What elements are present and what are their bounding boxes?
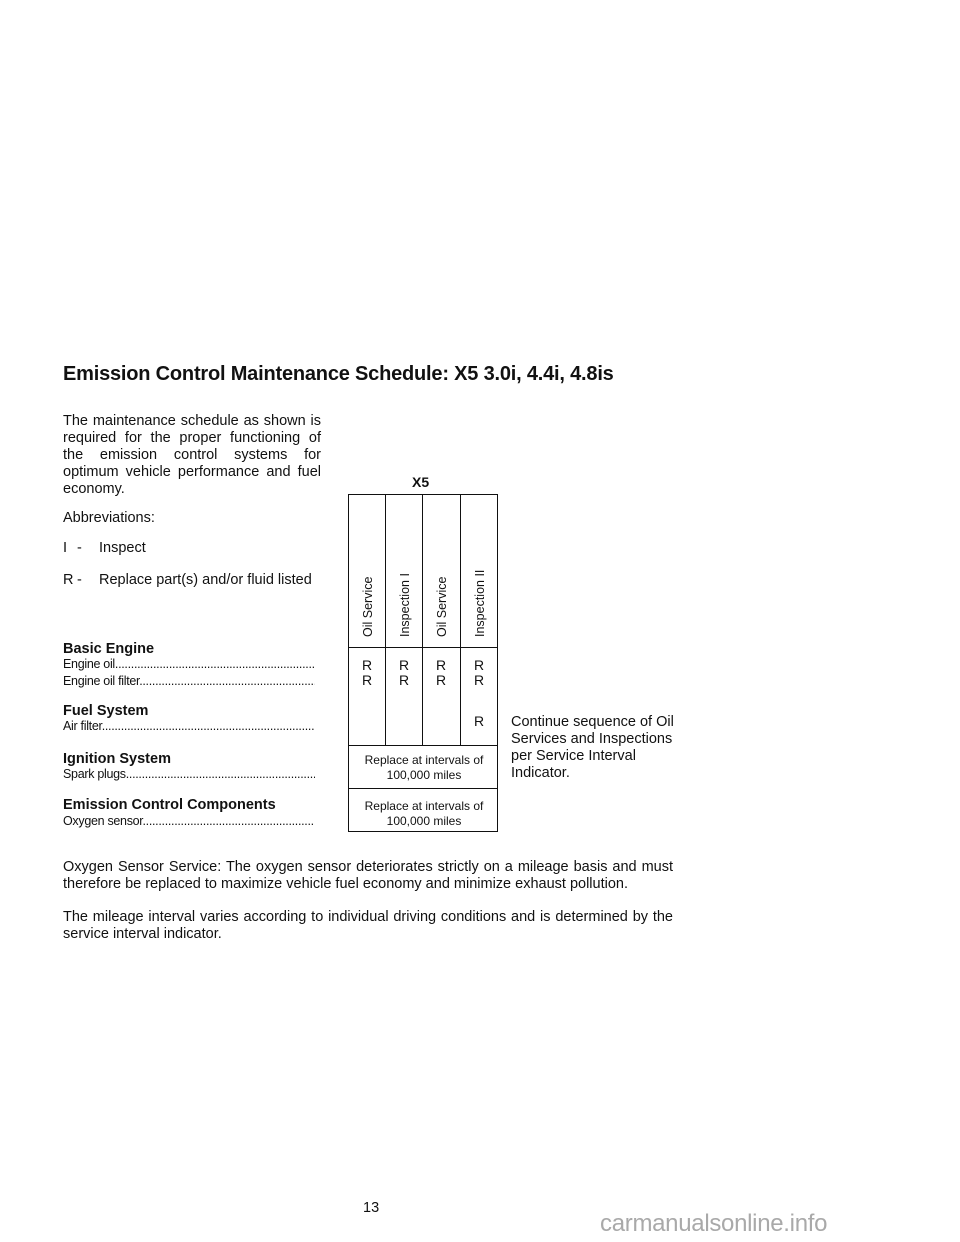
row-divider	[348, 788, 498, 789]
column-divider	[422, 494, 423, 745]
item-engine-oil-filter: Engine oil filter .....	[63, 674, 315, 688]
abbreviation-replace: R - Replace part(s) and/or fluid listed	[63, 572, 312, 588]
row-divider	[348, 745, 498, 746]
cell-oil-filter-col2: R	[398, 672, 410, 688]
section-ignition-system: Ignition System	[63, 751, 171, 767]
column-divider	[460, 494, 461, 745]
section-emission-control: Emission Control Components	[63, 797, 276, 813]
abbreviations-heading: Abbreviations:	[63, 510, 155, 526]
mileage-interval-paragraph: The mileage interval varies according to individual driving conditions and is determined by the service interval indicator.	[63, 909, 673, 942]
oxygen-sensor-interval-note: Replace at intervals of 100,000 miles	[364, 799, 484, 828]
item-oxygen-sensor: Oxygen sensor .....	[63, 814, 315, 828]
column-header-oil-service-2: Oil Service	[435, 576, 449, 637]
cell-engine-oil-col2: R	[398, 657, 410, 673]
cell-oil-filter-col1: R	[361, 672, 373, 688]
item-spark-plugs: Spark plugs .....	[63, 767, 315, 781]
continue-sequence-note: Continue sequence of Oil Services and Inspections per Service Interval Indicator.	[511, 714, 674, 781]
cell-engine-oil-col3: R	[435, 657, 447, 673]
cell-engine-oil-col1: R	[361, 657, 373, 673]
abbreviation-inspect: I - Inspect	[63, 540, 146, 556]
section-basic-engine: Basic Engine	[63, 641, 155, 657]
column-header-inspection-2: Inspection II	[473, 569, 487, 637]
item-air-filter: Air filter .....	[63, 719, 315, 733]
item-engine-oil: Engine oil .....	[63, 657, 315, 671]
spark-plugs-interval-note: Replace at intervals of 100,000 miles	[364, 753, 484, 782]
header-divider	[348, 647, 498, 648]
cell-oil-filter-col4: R	[473, 672, 485, 688]
oxygen-sensor-paragraph: Oxygen Sensor Service: The oxygen sensor deteriorates strictly on a mileage basis and must therefore be replaced to maximize vehicle fuel economy and minimize exhaust pollution.	[63, 859, 673, 892]
cell-oil-filter-col3: R	[435, 672, 447, 688]
column-header-inspection-1: Inspection I	[398, 573, 412, 637]
column-header-oil-service-1: Oil Service	[361, 576, 375, 637]
column-divider	[385, 494, 386, 745]
watermark: carmanualsonline.info	[600, 1210, 828, 1237]
page-number: 13	[363, 1200, 380, 1216]
page-title: Emission Control Maintenance Schedule: X5 3.0i, 4.4i, 4.8is	[63, 363, 614, 385]
intro-text: The maintenance schedule as shown is required for the proper functioning of the emission control systems for optimum vehicle performance and fuel economy.	[63, 413, 321, 497]
section-fuel-system: Fuel System	[63, 703, 149, 719]
cell-air-filter-col4: R	[473, 713, 485, 729]
cell-engine-oil-col4: R	[473, 657, 485, 673]
table-model-label: X5	[412, 474, 430, 490]
